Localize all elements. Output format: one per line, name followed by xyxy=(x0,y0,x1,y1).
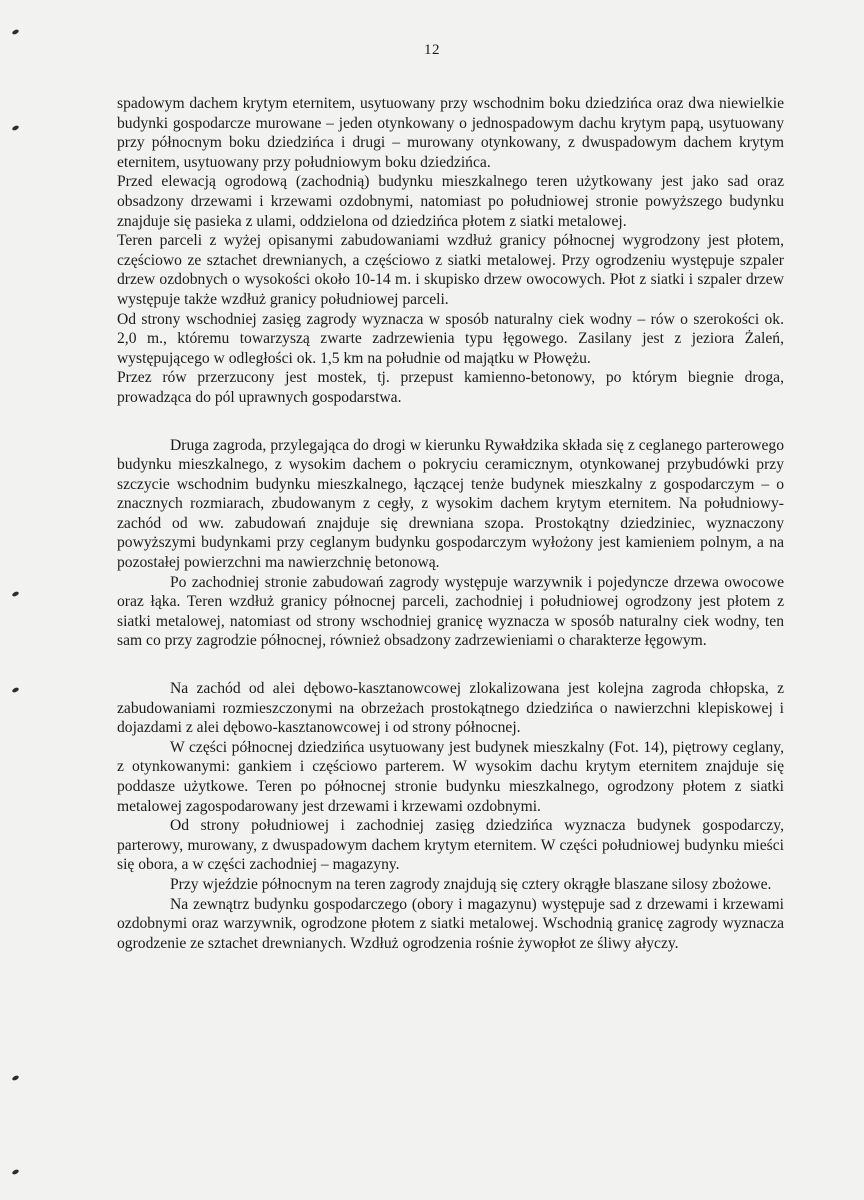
margin-mark xyxy=(11,1075,19,1082)
paragraph: W części północnej dziedzińca usytuowany jest budynek mieszkalny (Fot. 14), piętrowy ceglany, z otynkowanymi: gankiem i częściowo parterem. W wysokim dachu krytym eternitem znajduje się poddasze użytkowe. Teren po północnej stronie budynku mieszkalnego, ogrodzony płotem z siatki metalowej zagospodarowany jest drzewami i krzewami ozdobnymi. xyxy=(117,738,784,815)
paragraph: Od strony południowej i zachodniej zasięg dziedzińca wyznacza budynek gospodarczy, parterowy, murowany, z dwuspadowym dachem krytym eternitem. W części południowej budynku mieści się obora, a w części zachodniej – magazyny. xyxy=(117,817,784,874)
document-body xyxy=(117,94,784,953)
margin-mark xyxy=(11,125,19,132)
margin-mark xyxy=(11,591,19,598)
paragraph: spadowym dachem krytym eternitem, usytuowany przy wschodnim boku dziedzińca oraz dwa niewielkie budynki gospodarcze murowane – jeden otynkowany o jednospadowym dachu krytym papą, usytuowany przy północnym boku dziedzińca i drugi – murowany otynkowany, z dwuspadowym dachem krytym eternitem, usytuowany przy południowym boku dziedzińca. xyxy=(117,95,784,171)
paragraph: Przy wjeździe północnym na teren zagrody znajdują się cztery okrągłe blaszane silosy zbożowe. xyxy=(170,875,772,893)
margin-mark xyxy=(11,687,19,694)
paragraph: Teren parceli z wyżej opisanymi zabudowaniami wzdłuż granicy północnej wygrodzony jest płotem, częściowo ze sztachet drewnianych, a częściowo z siatki metalowej. Przy ogrodzeniu występuje szpaler drzew ozdobnych o wysokości około 10-14 m. i skupisko drzew owocowych. Płot z siatki i szpaler drzew występuje także wzdłuż granicy południowej parceli. xyxy=(117,232,784,308)
margin-mark xyxy=(11,29,19,36)
margin-mark xyxy=(11,1169,19,1176)
paragraph: Druga zagroda, przylegająca do drogi w kierunku Rywałdzika składa się z ceglanego parterowego budynku mieszkalnego, z wysokim dachem o pokryciu ceramicznym, otynkowanej przybudówki przy szczycie wschodnim budynku mieszkalnego, łączącej tenże budynek mieszkalny z gospodarczym – o znacznych rozmiarach, zbudowanym z cegły, z wysokim dachem krytym eternitem. Na południowy-zachód od ww. zabudowań znajduje się drewniana szopa. Prostokątny dziedziniec, wyznaczony powyższymi budynkami przy ceglanym budynku gospodarczym wyłożony jest kamieniem polnym, a na pozostałej powierzchni ma nawierzchnię betonową. xyxy=(117,436,784,572)
page-number: 12 xyxy=(424,42,440,58)
paragraph: Przez rów przerzucony jest mostek, tj. przepust kamienno-betonowy, po którym biegnie droga, prowadząca do pól uprawnych gospodarstwa. xyxy=(117,369,784,406)
paragraph: Od strony wschodniej zasięg zagrody wyznacza w sposób naturalny ciek wodny – rów o szerokości ok. 2,0 m., któremu towarzyszą zwarte zadrzewienia typu łęgowego. Zasilany jest z jeziora Żaleń, występującego w odległości ok. 1,5 km na południe od majątku w Płowężu. xyxy=(117,310,784,367)
paragraph: Na zewnątrz budynku gospodarczego (obory i magazynu) występuje sad z drzewami i krzewami ozdobnymi oraz warzywnik, ogrodzone płotem z siatki metalowej. Wschodnią granicę zagrody wyznacza ogrodzenie ze sztachet drewnianych. Wzdłuż ogrodzenia rośnie żywopłot ze śliwy ałyczy. xyxy=(117,895,784,952)
paragraph: Przed elewacją ogrodową (zachodnią) budynku mieszkalnego teren użytkowany jest jako sad oraz obsadzony drzewami i krzewami ozdobnymi, natomiast po południowej stronie powyższego budynku znajduje się pasieka z ulami, oddzielona od dziedzińca płotem z siatki metalowej. xyxy=(117,173,784,230)
paragraph: Po zachodniej stronie zabudowań zagrody występuje warzywnik i pojedyncze drzewa owocowe oraz łąka. Teren wzdłuż granicy północnej parceli, zachodniej i południowej ogrodzony jest płotem z siatki metalowej, natomiast od strony wschodniej granicę wyznacza w sposób naturalny ciek wodny, ten sam co przy zagrodzie północnej, również obsadzony zadrzewieniami o charakterze łęgowym. xyxy=(117,573,784,650)
paragraph: Na zachód od alei dębowo-kasztanowcowej zlokalizowana jest kolejna zagroda chłopska, z zabudowaniami rozmieszczonymi na obrzeżach prostokątnego dziedzińca o nawierzchni klepiskowej i dojazdami z alei dębowo-kasztanowcowej i od strony północnej. xyxy=(117,680,784,737)
